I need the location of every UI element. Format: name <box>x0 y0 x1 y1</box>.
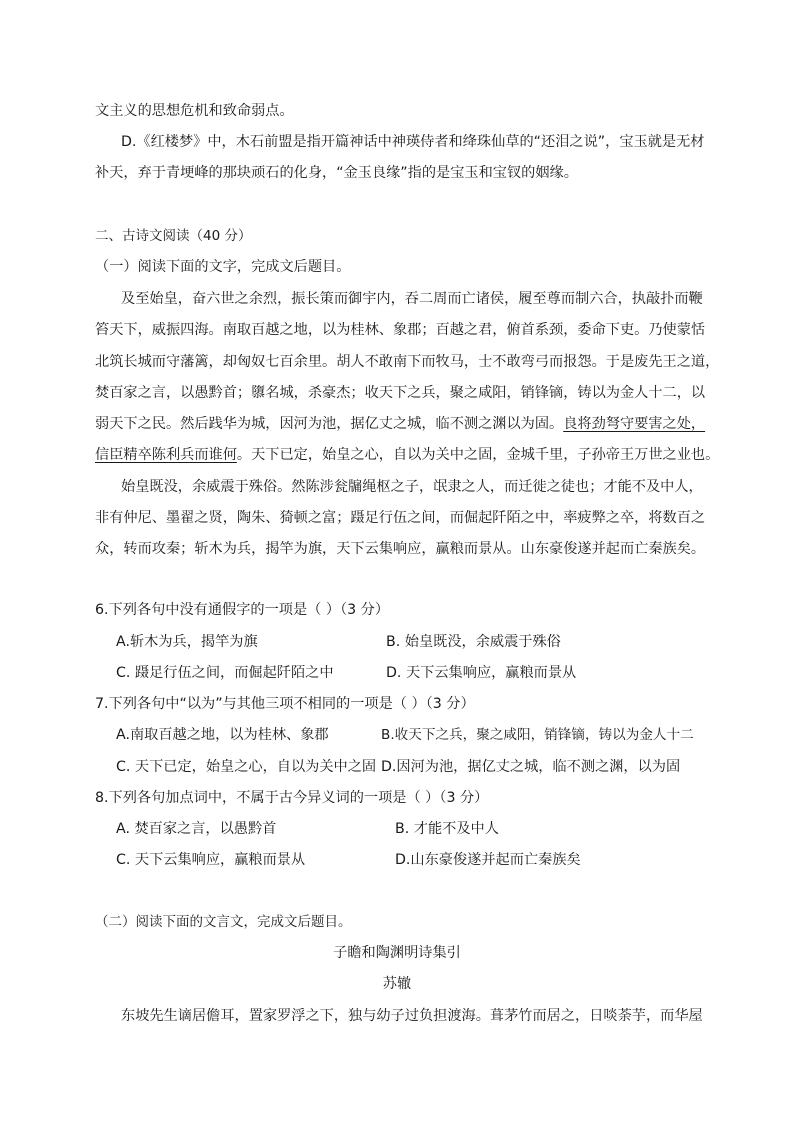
part1-heading: （一）阅读下面的文字，完成文后题目。 <box>95 259 351 275</box>
question-8-option-b: B. 才能不及中人 <box>395 821 499 837</box>
passage-line <box>95 445 719 465</box>
text-line: 文主义的思想危机和致命弱点。 <box>95 103 294 119</box>
question-7-option-d: D.因河为池，据亿丈之城，临不测之渊，以为固 <box>381 759 681 775</box>
question-6-option-a: A.斩木为兵，揭竿为旗 <box>116 634 258 650</box>
question-7-option-b: B.收天下之兵，聚之咸阳，销锋镝，铸以为金人十二 <box>381 727 694 743</box>
passage-line: 笞天下，威振四海。南取百越之地，以为桂林、象郡；百越之君，俯首系颈，委命下吏。乃使蒙恬 <box>95 322 706 338</box>
underlined-sentence: 信臣精卒陈利兵而谁何 <box>95 447 237 463</box>
passage-text: 。天下已定，始皇之心，自以为关中之固，金城千里，子孙帝王万世之业也。 <box>236 447 720 463</box>
passage-line: 非有仲尼、墨翟之贤，陶朱、猗顿之富；蹑足行伍之间，而倔起阡陌之中，率疲弊之卒，将数百之 <box>95 510 706 526</box>
question-6-option-b: B. 始皇既没，余威震于殊俗 <box>386 634 561 650</box>
question-7-stem: 7.下列各句中“以为”与其他三项不相同的一项是（ ）（3 分） <box>95 696 475 712</box>
section-heading: 二、古诗文阅读（40 分） <box>95 228 252 244</box>
question-6-option-c: C. 蹑足行伍之间，而倔起阡陌之中 <box>116 665 334 681</box>
passage-title: 子瞻和陶渊明诗集引 <box>333 945 461 961</box>
passage-line <box>95 414 705 434</box>
question-7-option-c: C. 天下已定，始皇之心，自以为关中之固 <box>116 759 377 775</box>
question-6-option-d: D. 天下云集响应，赢粮而景从 <box>386 665 577 681</box>
passage-line: 北筑长城而守藩篱，却匈奴七百余里。胡人不敢南下而牧马，士不敢弯弓而报怨。于是废先王之道， <box>95 354 720 370</box>
question-8-stem: 8.下列各句加点词中，不属于古今异义词的一项是（ ）（3 分） <box>95 790 489 806</box>
passage-line: 及至始皇，奋六世之余烈，振长策而御宇内，吞二周而亡诸侯，履至尊而制六合，执敲扑而鞭 <box>121 291 703 307</box>
question-8-option-c: C. 天下云集响应，赢粮而景从 <box>116 852 306 868</box>
question-8-option-d: D.山东豪俊遂并起而亡秦族矣 <box>395 852 581 868</box>
question-6-stem: 6.下列各句中没有通假字的一项是（ ）（3 分） <box>95 602 390 618</box>
passage-text: 弱天下之民。然后践华为城，因河为池，据亿丈之城，临不测之渊以为固。 <box>95 416 564 432</box>
underlined-sentence: 良将劲弩守要害之处， <box>563 416 706 432</box>
passage-line: 众，转而攻秦；斩木为兵，揭竿为旗，天下云集响应，赢粮而景从。山东豪俊遂并起而亡秦族矣。 <box>95 541 706 557</box>
part2-heading: （二）阅读下面的文言文，完成文后题目。 <box>95 914 352 930</box>
question-8-option-a: A. 焚百家之言，以愚黔首 <box>116 821 277 837</box>
option-d-line-2: 补天，弃于青埂峰的那块顽石的化身，“金玉良缘”指的是宝玉和宝钗的姻缘。 <box>95 165 578 181</box>
passage-line: 东坡先生谪居儋耳，置家罗浮之下，独与幼子过负担渡海。葺茅竹而居之，日啖荼芋，而华屋 <box>121 1008 703 1024</box>
passage-line: 焚百家之言，以愚黔首；隳名城，杀豪杰；收天下之兵，聚之咸阳，销锋镝，铸以为金人十二，以 <box>95 385 706 401</box>
option-d-line-1: D.《红楼梦》中，木石前盟是指开篇神话中神瑛侍者和绛珠仙草的“还泪之说”，宝玉就是无材 <box>121 134 705 150</box>
passage-line: 始皇既没，余威震于殊俗。然陈涉瓮牖绳枢之子，氓隶之人，而迁徙之徒也；才能不及中人， <box>121 479 703 495</box>
passage-author: 苏辙 <box>382 976 412 992</box>
question-7-option-a: A.南取百越之地，以为桂林、象郡 <box>116 727 329 743</box>
